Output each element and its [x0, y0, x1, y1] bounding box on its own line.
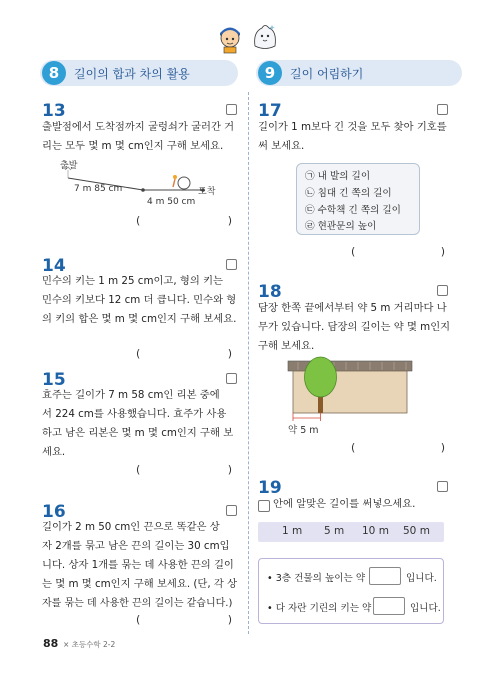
- option-item: ㉡ 침대 긴 쪽의 길이: [305, 188, 392, 199]
- problem-number: 19: [258, 478, 282, 498]
- option-item: ㉢ 수학책 긴 쪽의 길이: [305, 205, 401, 216]
- answer-blank[interactable]: ( ): [351, 441, 445, 454]
- start-label: 출발: [60, 161, 78, 171]
- section-title: 길이 어림하기: [290, 67, 364, 81]
- answer-blank[interactable]: ( ): [136, 463, 232, 476]
- answer-input-box[interactable]: [369, 567, 401, 585]
- problem-text-line: 효주는 길이가 7 m 58 cm인 리본 중에: [42, 389, 220, 401]
- problem-text-line: 민수의 키는 1 m 25 cm이고, 형의 키는: [42, 275, 223, 287]
- problem-number: 15: [42, 370, 66, 390]
- problem-text-line: 서 224 cm를 사용했습니다. 효주가 사용: [42, 408, 227, 420]
- end-label: 도착: [198, 187, 216, 197]
- problem-instruction: 안에 알맞은 길이를 써넣으세요.: [273, 498, 416, 510]
- problem-text-line: 는 몇 m 몇 cm인지 구해 보세요. (단, 각 상: [42, 578, 238, 590]
- problem-checkbox[interactable]: [437, 481, 448, 492]
- problem-text-line: 자 2개를 묶고 남은 끈의 길이는 30 cm입: [42, 540, 230, 552]
- answer-blank[interactable]: ( ): [136, 214, 232, 227]
- unit-choice: 1 m: [282, 525, 303, 537]
- answer-input-box[interactable]: [373, 597, 405, 615]
- section-number: 9: [258, 61, 282, 85]
- unit-choice: 50 m: [403, 525, 430, 537]
- problem-checkbox[interactable]: [437, 104, 448, 115]
- blank-box-symbol: [258, 500, 270, 512]
- fill-in-box: [258, 558, 444, 624]
- problem-number: 13: [42, 101, 66, 121]
- problem-text-line: 리는 모두 몇 m 몇 cm인지 구해 보세요.: [42, 140, 224, 152]
- problem-text-line: 출발점에서 도착점까지 굴렁쇠가 굴러간 거: [42, 121, 235, 133]
- segment-label: 4 m 50 cm: [147, 197, 196, 207]
- section-title: 길이의 합과 차의 활용: [74, 67, 190, 81]
- book-title: × 초등수학 2-2: [63, 640, 116, 649]
- problem-number: 14: [42, 256, 66, 276]
- distance-label: 약 5 m: [288, 425, 319, 436]
- problem-text-line: 민수의 키보다 12 cm 더 큽니다. 민수와 형: [42, 294, 237, 306]
- options-box: [296, 163, 420, 235]
- section-number: 8: [42, 61, 66, 85]
- problem-text-line: 하고 남은 리본은 몇 m 몇 cm인지 구해 보: [42, 427, 234, 439]
- problem-checkbox[interactable]: [437, 285, 448, 296]
- problem-text-line: 담장 한쪽 끝에서부터 약 5 m 거리마다 나: [258, 302, 447, 314]
- unit-choice: 10 m: [362, 525, 389, 537]
- problem-checkbox[interactable]: [226, 259, 237, 270]
- problem-text-line: 무가 있습니다. 담장의 길이는 약 몇 m인지: [258, 321, 451, 333]
- problem-checkbox[interactable]: [226, 373, 237, 384]
- problem-number: 16: [42, 502, 66, 522]
- option-item: ㉠ 내 발의 길이: [305, 171, 371, 182]
- problem-number: 18: [258, 282, 282, 302]
- problem-text-line: 길이가 2 m 50 cm인 끈으로 똑같은 상: [42, 521, 220, 533]
- unit-choice: 5 m: [324, 525, 345, 537]
- section-header-9: [256, 60, 462, 86]
- problem-text-line: 자를 묶는 데 사용한 끈의 길이는 같습니다.): [42, 598, 233, 609]
- problem-text-line: 세요.: [42, 446, 66, 458]
- answer-blank[interactable]: ( ): [136, 613, 232, 626]
- segment-label: 7 m 85 cm: [74, 184, 123, 194]
- option-item: ㉣ 현관문의 높이: [305, 221, 377, 232]
- problem-number: 17: [258, 101, 282, 121]
- answer-blank[interactable]: ( ): [351, 245, 445, 258]
- problem-text-line: 의 키의 합은 몇 m 몇 cm인지 구해 보세요.: [42, 313, 237, 325]
- creature-mascot-icon: [250, 22, 280, 54]
- boy-mascot-icon: [215, 22, 245, 54]
- unit-choices-bar: [258, 522, 444, 542]
- problem-text-line: 구해 보세요.: [258, 340, 315, 352]
- fill-prefix: • 3층 건물의 높이는 약: [267, 573, 366, 584]
- answer-blank[interactable]: ( ): [136, 347, 232, 360]
- page-number: 88: [43, 637, 59, 650]
- section-header-8: [40, 60, 238, 86]
- problem-text-line: 길이가 1 m보다 긴 것을 모두 찾아 기호를: [258, 121, 447, 133]
- problem-text-line: 써 보세요.: [258, 140, 305, 152]
- fill-prefix: • 다 자란 기린의 키는 약: [267, 603, 372, 614]
- problem-text-line: 니다. 상자 1개를 묶는 데 사용한 끈의 길이: [42, 559, 234, 571]
- fill-suffix: 입니다.: [410, 603, 441, 614]
- fill-suffix: 입니다.: [406, 573, 437, 584]
- column-divider: [248, 92, 249, 634]
- problem-checkbox[interactable]: [226, 104, 237, 115]
- problem-checkbox[interactable]: [226, 505, 237, 516]
